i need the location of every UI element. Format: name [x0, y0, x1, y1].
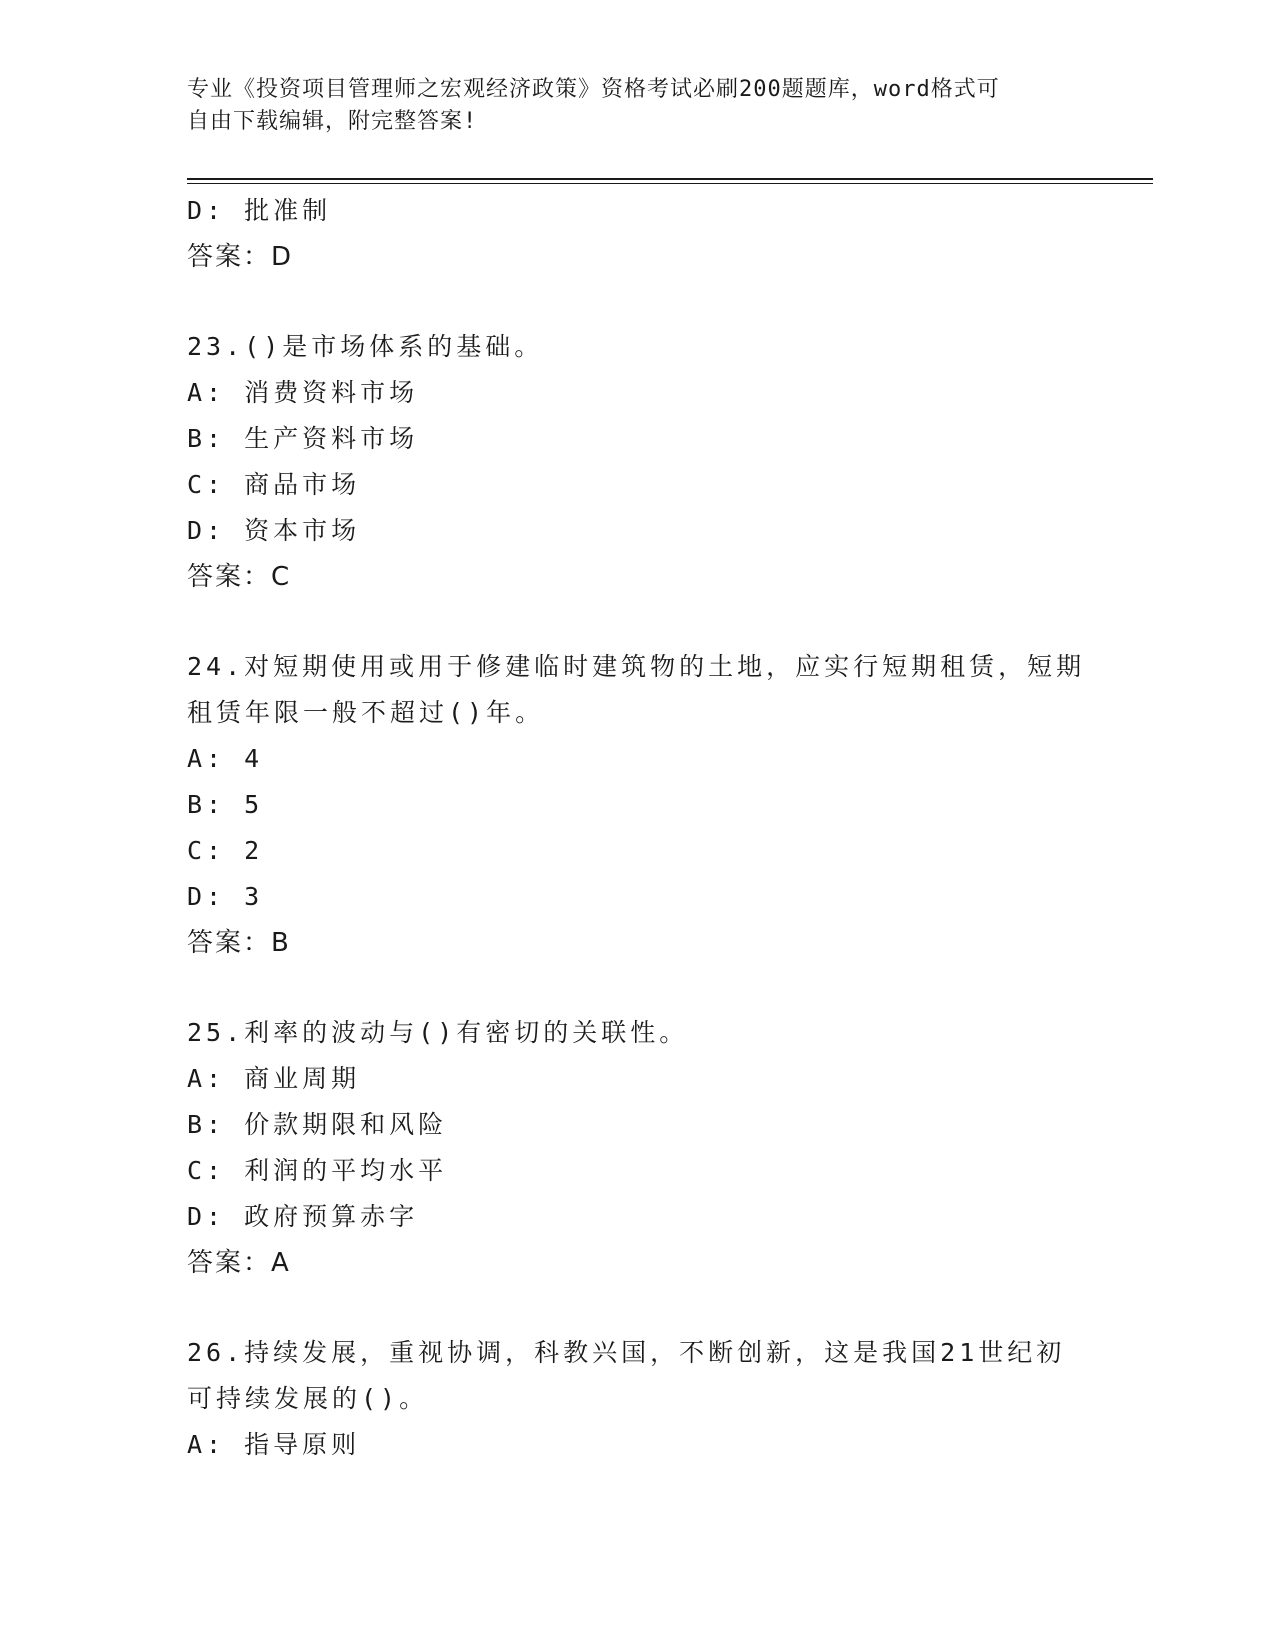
- option-b: B: 5: [187, 790, 264, 819]
- answer-text: 答案：D: [187, 242, 294, 272]
- question-text-line-1: 26.持续发展，重视协调，科教兴国，不断创新，这是我国21世纪初: [187, 1338, 1066, 1367]
- question-text-line-2: 可持续发展的()。: [187, 1384, 429, 1413]
- question-block-26: [187, 1330, 1087, 1468]
- header-line-2: 自由下载编辑，附完整答案!: [187, 109, 478, 134]
- question-block-24: [187, 644, 1087, 966]
- question-text: 23.()是市场体系的基础。: [187, 332, 544, 361]
- question-text-line-1: 24.对短期使用或用于修建临时建筑物的土地，应实行短期租赁，短期: [187, 652, 1086, 681]
- option-d: D: 批准制: [187, 196, 332, 225]
- spacer: [187, 280, 1087, 324]
- option-a: A: 指导原则: [187, 1430, 361, 1459]
- question-list: [187, 188, 1087, 1468]
- option-b: B: 生产资料市场: [187, 424, 419, 453]
- header-line-1: 专业《投资项目管理师之宏观经济政策》资格考试必刷200题题库，word格式可: [187, 77, 1000, 102]
- answer-text: 答案：B: [187, 928, 291, 958]
- header-divider-thick: [187, 178, 1153, 180]
- option-a: A: 消费资料市场: [187, 378, 419, 407]
- spacer: [187, 1286, 1087, 1330]
- option-a: A: 商业周期: [187, 1064, 361, 1093]
- spacer: [187, 600, 1087, 644]
- question-block-22: [187, 188, 1087, 280]
- question-block-23: [187, 324, 1087, 600]
- question-block-25: [187, 1010, 1087, 1286]
- question-text: 25.利率的波动与()有密切的关联性。: [187, 1018, 689, 1047]
- question-text-line-2: 租赁年限一般不超过()年。: [187, 698, 545, 727]
- option-c: C: 2: [187, 836, 264, 865]
- option-c: C: 商品市场: [187, 470, 361, 499]
- header-divider-thin: [187, 183, 1153, 184]
- answer-text: 答案：C: [187, 562, 292, 592]
- option-d: D: 资本市场: [187, 516, 361, 545]
- option-d: D: 政府预算赤字: [187, 1202, 419, 1231]
- spacer: [187, 966, 1087, 1010]
- answer-text: 答案：A: [187, 1248, 291, 1278]
- option-c: C: 利润的平均水平: [187, 1156, 448, 1185]
- option-d: D: 3: [187, 882, 264, 911]
- document-header: [187, 74, 1067, 138]
- option-b: B: 价款期限和风险: [187, 1110, 448, 1139]
- option-a: A: 4: [187, 744, 264, 773]
